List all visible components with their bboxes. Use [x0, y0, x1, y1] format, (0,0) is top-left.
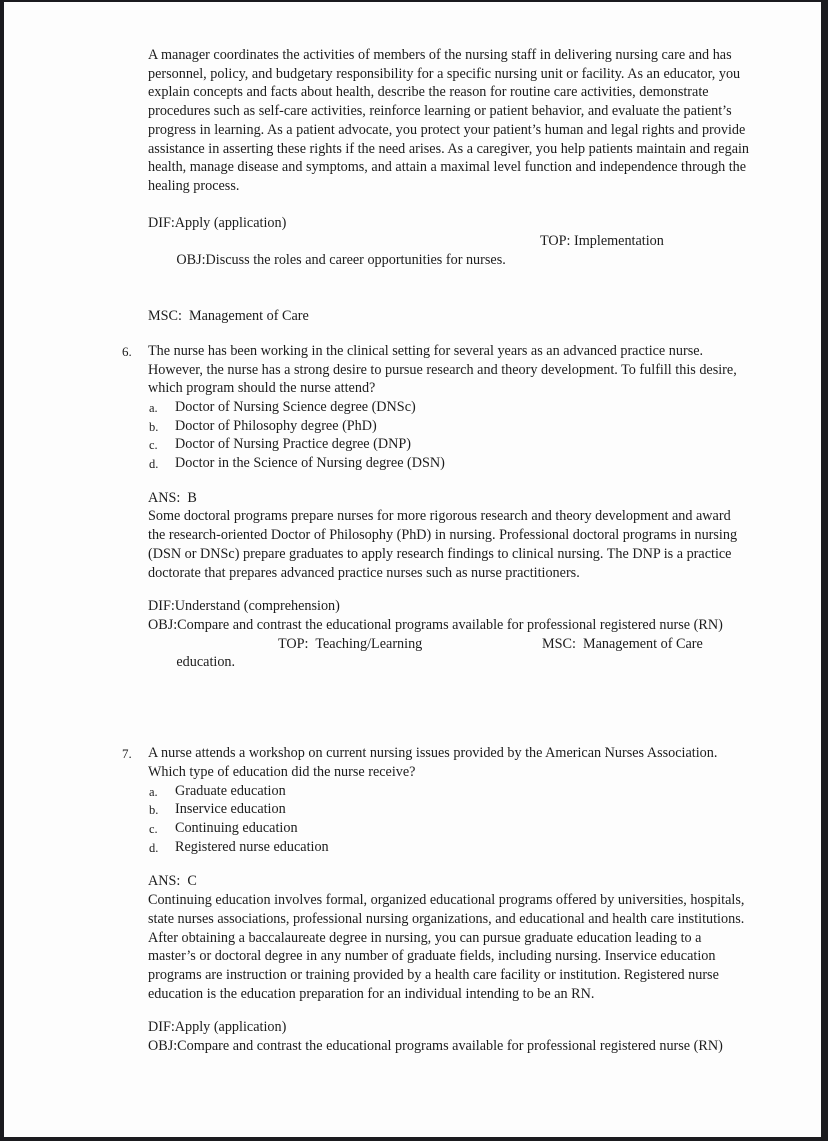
- option-row: [148, 782, 750, 801]
- question-6-number: 6.: [122, 343, 132, 359]
- option-text: Inservice education: [175, 801, 286, 818]
- option-row: [148, 398, 750, 417]
- option-row: [148, 435, 750, 454]
- question-6-options: [148, 398, 750, 473]
- option-text: Graduate education: [175, 782, 286, 799]
- answer-line: ANS: C: [148, 873, 197, 890]
- obj-line: OBJ:Compare and contrast the educational programs available for professional registered nurse (RN): [148, 1038, 723, 1055]
- option-letter: c.: [149, 822, 158, 837]
- option-row: [148, 454, 750, 473]
- option-text: Doctor of Philosophy degree (PhD): [175, 417, 377, 434]
- meta-block-3: [148, 1018, 750, 1055]
- document-page: [4, 2, 821, 1137]
- option-text: Registered nurse education: [175, 838, 329, 855]
- msc-label: MSC: Management of Care: [542, 635, 703, 652]
- question-6: [122, 342, 750, 473]
- obj-line: OBJ:Compare and contrast the educational programs available for professional registered nurse (RN): [148, 616, 723, 633]
- meta-block-1: [148, 214, 750, 326]
- question-7-number: 7.: [122, 746, 132, 762]
- dif-line: DIF:Apply (application): [148, 1019, 287, 1036]
- option-letter: d.: [149, 457, 159, 472]
- option-row: [148, 819, 750, 838]
- option-letter: b.: [149, 419, 159, 434]
- option-row: [148, 838, 750, 857]
- question-7-options: [148, 782, 750, 857]
- top-label: TOP: Implementation: [540, 233, 664, 250]
- question-6-stem: The nurse has been working in the clinical setting for several years as an advanced practice nurse. However, the nurse has a strong desire to pursue research and theory development. To fulfill this desire, which program should the nurse attend?: [148, 342, 737, 397]
- document-content: [122, 46, 750, 1072]
- dif-line: DIF:Understand (comprehension): [148, 598, 340, 615]
- answer-block-q6: [148, 489, 750, 583]
- option-letter: a.: [149, 784, 158, 799]
- option-letter: d.: [149, 840, 159, 855]
- rationale-paragraph: Some doctoral programs prepare nurses for more rigorous research and theory development and award the research-oriented Doctor of Philosophy (PhD) in nursing. Professional doctoral programs in nursing (DSN or DNSc) prepare graduates to apply research findings to clinical nursing. The DNP is a practice doctorate that prepares advanced practice nurses such as nurse practitioners.: [148, 508, 738, 581]
- msc-line: MSC: Management of Care: [148, 308, 309, 325]
- question-7: [122, 744, 750, 856]
- option-letter: a.: [149, 400, 158, 415]
- option-text: Doctor in the Science of Nursing degree (DSN): [175, 455, 445, 472]
- obj-label: OBJ:Discuss the roles and career opportunities for nurses.: [176, 252, 506, 269]
- top-label: TOP: Teaching/Learning: [278, 635, 423, 652]
- obj-top-msc-line: [148, 635, 750, 729]
- option-text: Doctor of Nursing Practice degree (DNP): [175, 436, 411, 453]
- intro-rationale-paragraph: A manager coordinates the activities of members of the nursing staff in delivering nursing care and has personnel, policy, and budgetary responsibility for a specific nursing unit or facility. As an educator, you explain concepts and facts about health, describe the reason for routine care activities, demonstrate procedures such as self-care activities, reinforce learning or patient behavior, and evaluate the patient’s progress in learning. As a patient advocate, you protect your patient’s human and legal rights and provide assistance in asserting these rights if the need arises. As a caregiver, you help patients maintain and regain health, manage disease and symptoms, and attain a maximal level function and independence through the healing process.: [148, 47, 750, 194]
- answer-block-q7: [148, 872, 750, 1003]
- option-row: [148, 800, 750, 819]
- question-7-stem: A nurse attends a workshop on current nursing issues provided by the American Nurses Association. Which type of education did the nurse receive?: [148, 745, 718, 780]
- meta-block-2: [148, 597, 750, 728]
- option-text: Continuing education: [175, 820, 298, 837]
- option-text: Doctor of Nursing Science degree (DNSc): [175, 398, 416, 415]
- option-row: [148, 417, 750, 436]
- dif-line: DIF:Apply (application): [148, 214, 287, 231]
- obj-top-line: [148, 232, 750, 307]
- rationale-paragraph: Continuing education involves formal, organized educational programs offered by universities, hospitals, state nurses associations, professional nursing organizations, and educational and health care institutions. After obtaining a baccalaureate degree in nursing, you can pursue graduate education leading to a master’s or doctoral degree in any number of graduate fields, including nursing. Inservice education programs are instruction or training provided by a health care facility or institution. Registered nurse education is the education preparation for an individual intending to be an RN.: [148, 892, 745, 1002]
- option-letter: c.: [149, 438, 158, 453]
- option-letter: b.: [149, 803, 159, 818]
- answer-line: ANS: B: [148, 489, 197, 506]
- obj-continuation: education.: [176, 654, 236, 671]
